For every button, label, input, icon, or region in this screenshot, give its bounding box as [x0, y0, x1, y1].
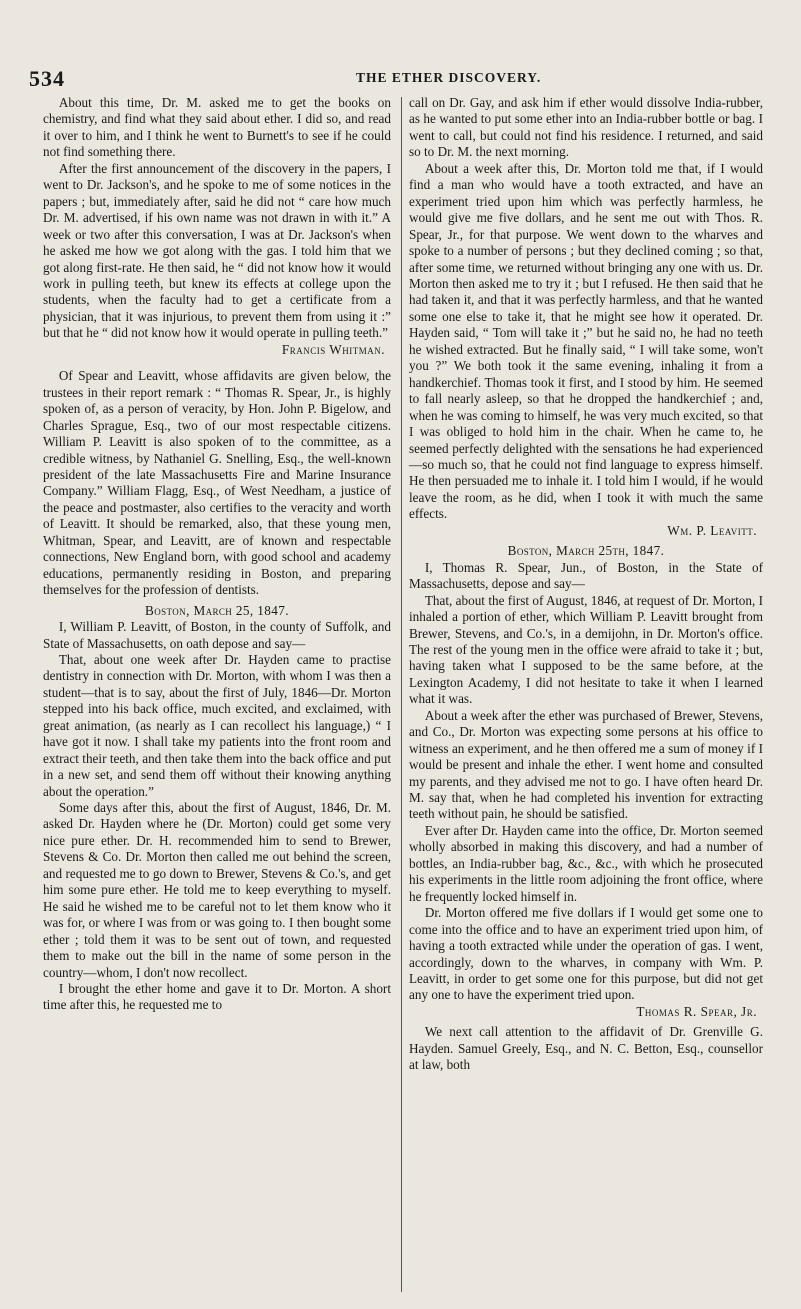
paragraph: Ever after Dr. Hayden came into the office, Dr. Morton seemed wholly absorbed in making this discovery, and had a number of bottles, an India-rubber bag, &c., &c., with which he prosecuted his experiments in the little room adjoining the front office, where he frequently locked himself in.	[409, 822, 763, 904]
paragraph: I, Thomas R. Spear, Jun., of Boston, in the State of Massachusetts, depose and say—	[409, 559, 763, 592]
signature-leavitt: Wm. P. Leavitt.	[667, 522, 757, 538]
dateline: Boston, March 25th, 1847.	[507, 543, 665, 559]
paragraph: That, about one week after Dr. Hayden came to practise dentistry in connection with Dr. Morton, with whom I was then a student—that is to say, about the first of July, 1846—Dr. Morton stepped into his back office, much excited, and exclaimed, with great animation, (as nearly as I can recollect his language,) “ I have got it now. I shall take my patients into the front room and extract their teeth, and then take them into the back office and put in a new set, and send them off without their knowing anything about the operation.”	[43, 651, 391, 799]
dateline: Boston, March 25, 1847.	[145, 602, 289, 618]
paragraph: After the first announcement of the discovery in the papers, I went to Dr. Jackson's, and he spoke to me of some notices in the papers ; but, immediately after, said he did not “ care how much Dr. M. advertised, if his own name was not drawn in with it.” A week or two after this conversation, I was at Dr. Jackson's when he asked me how we got along with the gas. I told him that we got along first-rate. He then said, he “ did not know how it would work in pulling teeth, but knew its effects at college upon the students, when the faculty had to get a certificate from a physician, that it was injurious, to prevent them from using it :” but that he “ did not know how it would operate in pulling teeth.”	[43, 160, 391, 341]
paragraph: We next call attention to the affidavit of Dr. Grenville G. Hayden. Samuel Greely, Esq., and N. C. Betton, Esq., counsellor at law, both	[409, 1024, 763, 1073]
paragraph: Dr. Morton offered me five dollars if I would get some one to come into the office and to have an experiment tried upon him, of having a tooth extracted while under the operation of gas. I went, accordingly, down to the wharves, in company with Wm. P. Leavitt, in order to get some one for this purpose, but did not get any one to have the experiment tried upon.	[409, 905, 763, 1003]
paragraph: call on Dr. Gay, and ask him if ether would dissolve India-rubber, as he wanted to put some ether into an India-rubber bottle or bag. I went to call, but could not find his residence. I returned, and said so to Dr. M. the next morning.	[409, 95, 763, 160]
signature-spear: Thomas R. Spear, Jr.	[636, 1003, 757, 1019]
paragraph: I brought the ether home and gave it to Dr. Morton. A short time after this, he requested me to	[43, 981, 391, 1013]
page-header	[29, 60, 771, 90]
column-divider	[401, 97, 402, 1292]
paragraph: That, about the first of August, 1846, at request of Dr. Morton, I inhaled a portion of ether, which William P. Leavitt brought from Brewer, Stevens, and Co.'s, in a demijohn, in Dr. Morton's office. The rest of the young men in the office were afraid to take it ; but, having taken what I supposed to be the same before, at the Lexington Academy, I did not hesitate to take it when I learned what it was.	[409, 592, 763, 707]
paragraph: Of Spear and Leavitt, whose affidavits are given below, the trustees in their report remark : “ Thomas R. Spear, Jr., is highly spoken of, as a person of veracity, by Hon. John P. Bigelow, and Charles Sprague, Esq., two of our most respectable citizens. William P. Leavitt is also spoken of to the committee, as a credible witness, by Nathaniel G. Snelling, Esq., the well-known president of the late Massachusetts Fire and Marine Insurance Company.” William Flagg, Esq., of West Needham, a justice of the peace and postmaster, also certifies to the veracity and worth of Leavitt. It should be remarked, also, that these young men, Whitman, Spear, and Leavitt, are of known and respectable connections, New England born, with good school and academy educations, permanently residing in Boston, and preparing themselves for the profession of dentists.	[43, 368, 391, 598]
signature-whitman: Francis Whitman.	[281, 341, 385, 357]
paragraph: I, William P. Leavitt, of Boston, in the county of Suffolk, and State of Massachusetts, on oath depose and say—	[43, 619, 391, 651]
paragraph: Some days after this, about the first of August, 1846, Dr. M. asked Dr. Hayden where he (Dr. Morton) could get some very nice pure ether. Dr. H. recommended him to send to Brewer, Stevens & Co. Dr. Morton then called me out behind the screen, and requested me to go down to Brewer, Stevens & Co.'s, and get him some pure ether. He told me to keep everything to myself. He said he wished me to be careful not to let them know who it was for, or where I was from or was going to. I then bought some ether ; told them it was to be sent out of town, and requested them to make out the bill in the name of some person in the country—whom, I don't now recollect.	[43, 800, 391, 980]
right-column	[409, 95, 763, 1074]
paragraph: About a week after this, Dr. Morton told me that, if I would find a man who would have a tooth extracted, and have an experiment tried upon him which was perfectly harmless, he would give me five dollars, and he sent me out with Thos. R. Spear, Jr., for that purpose. We went down to the wharves and spoke to a number of persons ; but they declined coming ; so that, after some time, we returned without bringing any one with us. Dr. Morton then asked me to try it ; but I refused. He then said that he had taken it, and that it was perfectly harmless, and that he wanted some one else to take it, that he might see how it operated. Dr. Hayden said, “ Tom will take it ;” but he said no, he had no teeth he wished extracted. But he finally said, “ I will take some, won't you ?” We both took it the same evening, inhaling it from a handkerchief. Thomas took it first, and I stood by him. He seemed to fall nearly asleep, so that he dropped the handkerchief ; and, when he was coming to himself, he was very much excited, so that I was obliged to hold him in the chair. When he came to, he seemed perfectly delighted with the sensations he had experienced—so much so, that he could not find language to express himself. He then persuaded me to inhale it. I told him I would, if he would leave the room, as he did, when I took it with much the same effects.	[409, 160, 763, 522]
running-title: THE ETHER DISCOVERY.	[356, 70, 542, 85]
paragraph: About a week after the ether was purchased of Brewer, Stevens, and Co., Dr. Morton was expecting some persons at his office to witness an experiment, and he then offered me a sum of money if I would be present and inhale the ether. I went home and consulted my parents, and they advised me not to go. I have often heard Dr. M. say that, when he had completed his invention for extracting teeth without pain, he should be satisfied.	[409, 707, 763, 822]
paragraph: About this time, Dr. M. asked me to get the books on chemistry, and find what they said about ether. I did so, and read it over to him, and I think he went to Burnett's to see if he could not find something there.	[43, 95, 391, 160]
page-number: 534	[29, 66, 65, 91]
left-column	[43, 95, 391, 1014]
